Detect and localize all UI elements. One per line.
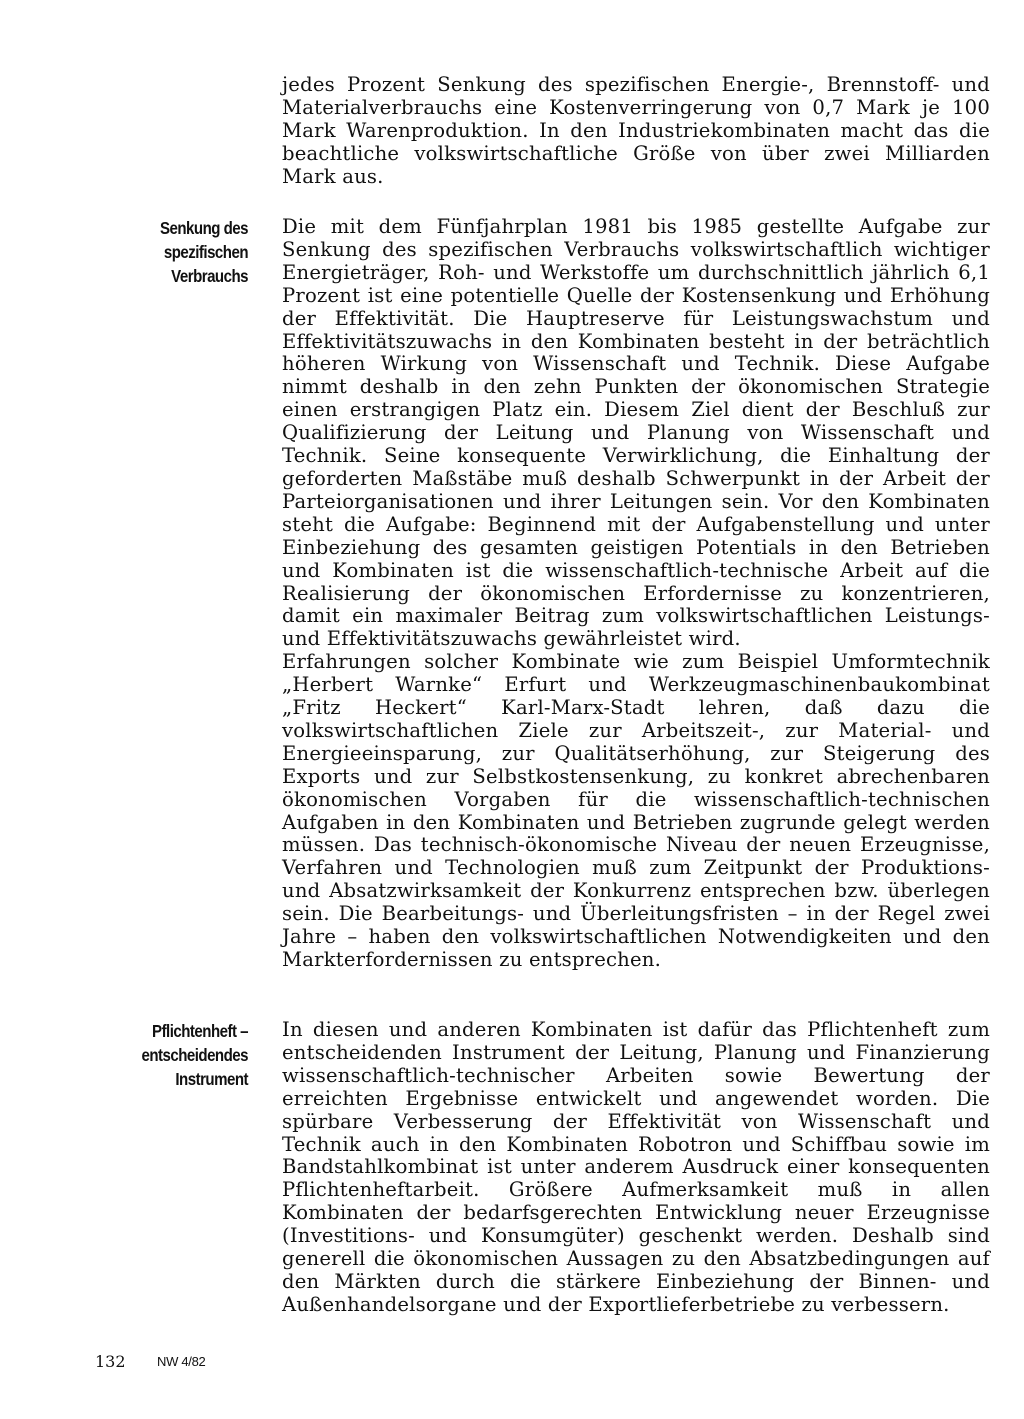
margin-heading-line: Verbrauchs: [171, 266, 248, 286]
body-paragraph: Erfahrungen solcher Kombinate wie zum Beispiel Umformtechnik „Herbert Warnke“ Erfurt und Werkzeugmaschinenbaukombinat „Fritz Heckert“ Karl-Marx-Stadt lehren, daß dazu die volkswirtschaftlichen Ziele zur Arbeitszeit-, zur Material- und Energieeinsparung, zur Qualitätserhöhung, zur Steigerung des Exports und zur Selbstkostensenkung, zu konkret abrechenbaren ökonomischen Vorgaben für die wissenschaftlich-technischen Aufgaben in den Kombinaten und Betrieben zugrunde gelegt werden müssen. Das technisch-ökonomische Niveau der neuen Erzeugnisse, Verfahren und Technologien muß zum Zeitpunkt der Produktions- und Absatzwirksamkeit der Konkurrenz entsprechen bzw. überlegen sein. Die Bearbeitungs- und Überleitungsfristen – in der Regel zwei Jahre – haben den volkswirtschaftlichen Notwendigkeiten und den Markterfordernissen zu entsprechen.: [282, 650, 990, 971]
margin-heading-pflichtenheft: [112, 1019, 248, 1091]
margin-heading-line: Pflichtenheft –: [152, 1021, 248, 1041]
body-paragraph: jedes Prozent Senkung des spezifischen Energie-, Brennstoff- und Materialverbrauchs eine Kostenverringerung von 0,7 Mark je 100 Mark Warenproduktion. In den Industriekombinaten macht das die beachtliche volkswirtschaftliche Größe von über zwei Milliarden Mark aus.: [282, 73, 990, 188]
margin-heading-senkung: [112, 216, 248, 288]
body-paragraph: Die mit dem Fünfjahrplan 1981 bis 1985 gestellte Aufgabe zur Senkung des spezifischen Verbrauchs volkswirtschaftlich wichtiger Energieträger, Roh- und Werkstoffe um durchschnittlich jährlich 6,1 Prozent ist eine potentielle Quelle der Kostensenkung und Erhöhung der Effektivität. Die Hauptreserve für Leistungswachstum und Effektivitätszuwachs in den Kombinaten besteht in der beträchtlich höheren Wirkung von Wissenschaft und Technik. Diese Aufgabe nimmt deshalb in den zehn Punkten der ökonomischen Strategie einen erstrangigen Platz ein. Diesem Ziel dient der Beschluß zur Qualifizierung der Leitung und Planung von Wissenschaft und Technik. Seine konsequente Verwirklichung, die Einhaltung der geforderten Maßstäbe muß deshalb Schwerpunkt in der Arbeit der Parteiorganisationen und ihrer Leitungen sein. Vor den Kombinaten steht die Aufgabe: Beginnend mit der Aufgabenstellung und unter Einbeziehung des gesamten geistigen Potentials in den Betrieben und Kombinaten ist die wissenschaftlich-technische Arbeit auf die Realisierung der ökonomischen Erfordernisse zu konzentrieren, damit ein maximaler Beitrag zum volkswirtschaftlichen Leistungs- und Effektivitätszuwachs gewährleistet wird.: [282, 215, 990, 651]
body-paragraph: In diesen und anderen Kombinaten ist dafür das Pflichtenheft zum entscheidenden Instrument der Leitung, Planung und Finanzierung wissenschaftlich-technischer Arbeiten sowie Bewertung der erreichten Ergebnisse entwickelt und angewendet worden. Die spürbare Verbesserung der Effektivität von Wissenschaft und Technik auch in den Kombinaten Robotron und Schiffbau sowie im Bandstahlkombinat ist unter anderem Ausdruck einer konsequenten Pflichtenheftarbeit. Größere Aufmerksamkeit muß in allen Kombinaten der bedarfsgerechten Entwicklung neuer Erzeugnisse (Investitions- und Konsumgüter) geschenkt werden. Deshalb sind generell die ökonomischen Aussagen zu den Absatzbedingungen auf den Märkten durch die stärkere Einbeziehung der Binnen- und Außenhandelsorgane und der Exportlieferbetriebe zu verbessern.: [282, 1018, 990, 1316]
margin-heading-line: Instrument: [175, 1069, 248, 1089]
paragraph-block-1: [282, 74, 990, 189]
margin-heading-line: Senkung des: [159, 218, 248, 238]
page-number: 132: [95, 1352, 126, 1371]
source-label: NW 4/82: [157, 1354, 206, 1369]
margin-heading-line: spezifischen: [163, 242, 248, 262]
margin-heading-line: entscheidendes: [141, 1045, 248, 1065]
paragraph-block-2: [282, 216, 990, 972]
paragraph-block-3: [282, 1019, 990, 1317]
